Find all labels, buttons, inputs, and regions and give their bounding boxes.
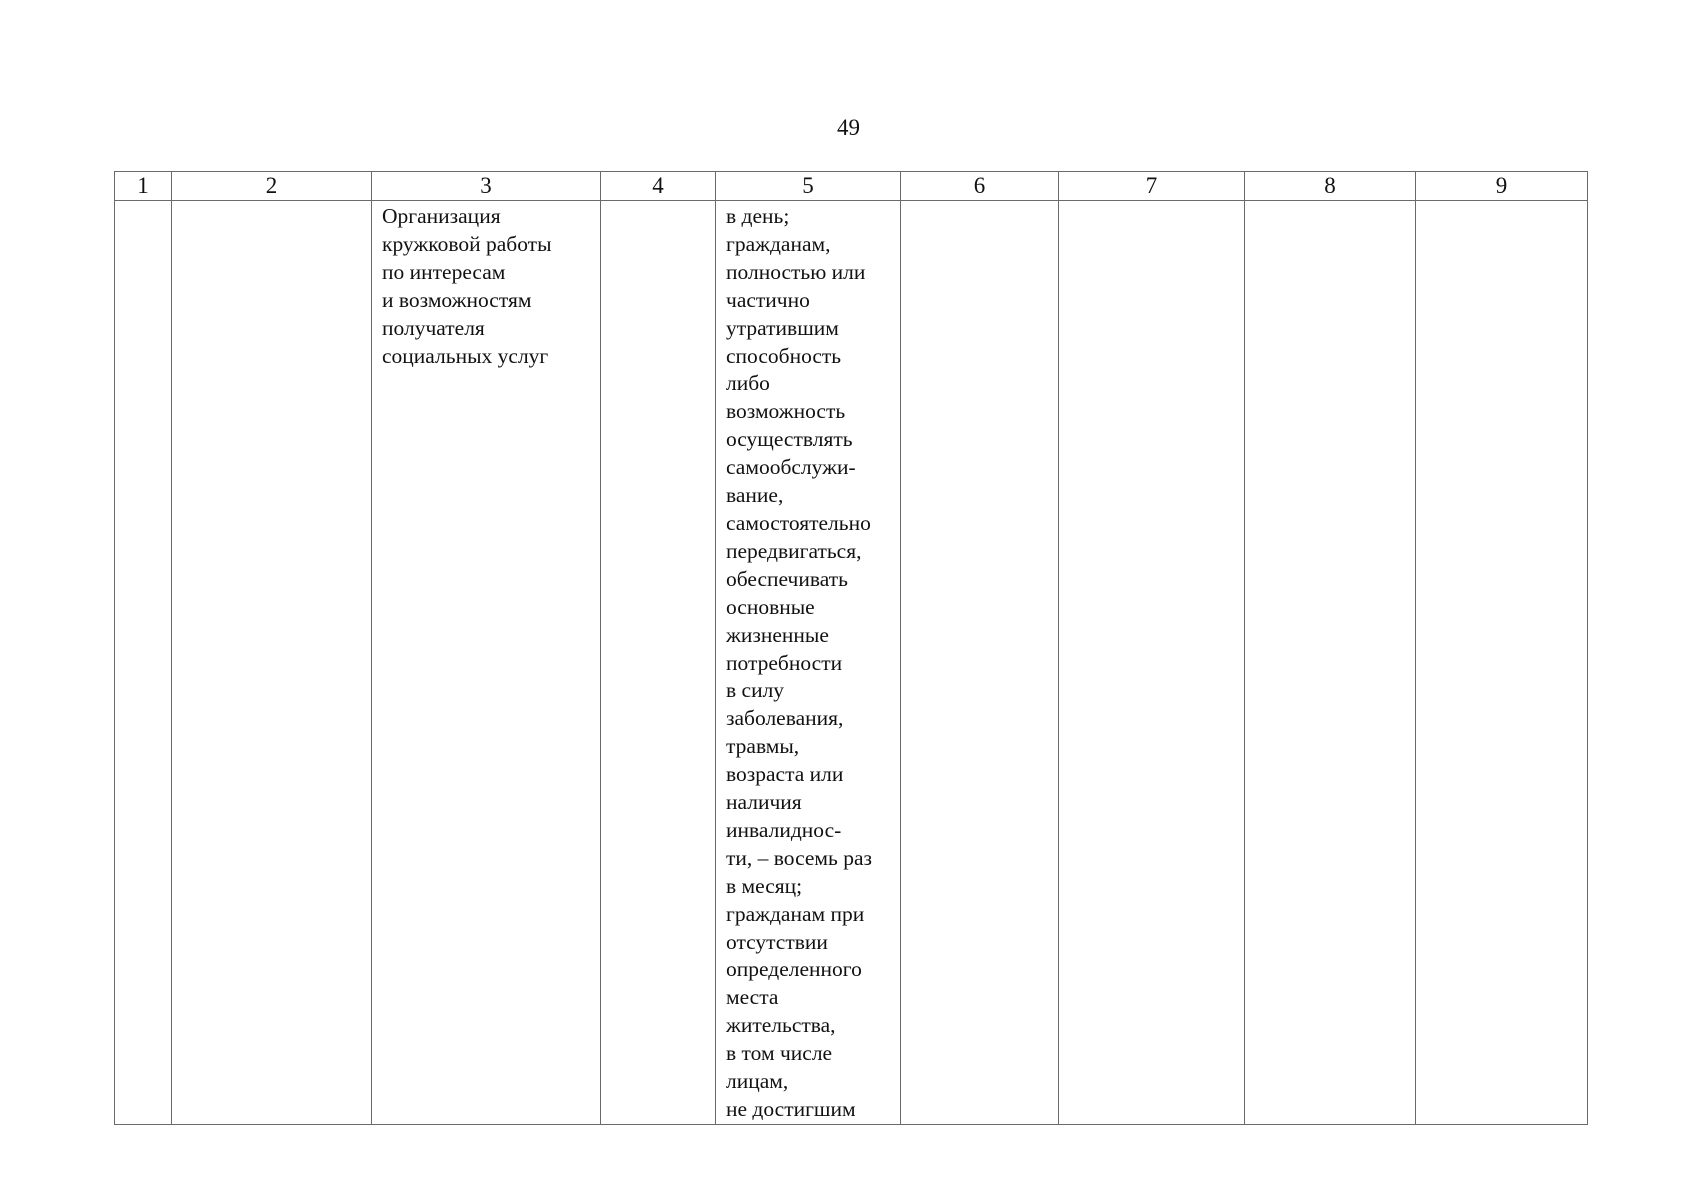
cell-text-line: потребности [726, 650, 843, 675]
cell-text-line: гражданам при [726, 901, 865, 926]
cell-text-line: самообслужи- [726, 455, 856, 480]
cell-text-line: не достигшим [726, 1097, 856, 1121]
column-number-1: 1 [115, 172, 172, 201]
cell-text-line: в силу [726, 678, 785, 703]
cell-text-line: возможность [726, 399, 846, 424]
cell-text-line: по интересам [382, 259, 506, 284]
table-row [115, 201, 1588, 1125]
cell-text-line: вание, [726, 483, 784, 508]
cell-text-line: инвалиднос- [726, 817, 842, 842]
cell-service-name [372, 201, 601, 1125]
cell-text-line: осуществлять [726, 427, 853, 452]
cell-text-line: отсутствии [726, 929, 828, 954]
cell-text-line: ти, – восемь раз [726, 845, 872, 870]
column-number-3: 3 [372, 172, 601, 201]
cell-text-line: наличия [726, 790, 802, 815]
cell-text-line: заболевания, [726, 706, 844, 731]
cell-text-line: способность [726, 343, 842, 368]
cell-col4 [601, 201, 716, 1125]
cell-text-line: в день; [726, 204, 790, 228]
cell-text-line: и возможностям [382, 287, 532, 312]
cell-col7 [1059, 201, 1245, 1125]
cell-text-line: полностью или [726, 259, 866, 284]
cell-text-line: гражданам, [726, 231, 831, 256]
cell-text-line: либо [726, 371, 770, 396]
column-number-4: 4 [601, 172, 716, 201]
cell-text-line: Организация [382, 204, 501, 228]
column-number-7: 7 [1059, 172, 1245, 201]
cell-text-line: получателя [382, 315, 485, 340]
cell-text-line: определенного [726, 957, 862, 982]
cell-text-line: кружковой работы [382, 231, 552, 256]
cell-text-line: лицам, [726, 1069, 789, 1094]
cell-col1 [115, 201, 172, 1125]
cell-col2 [172, 201, 372, 1125]
cell-text-line: травмы, [726, 734, 800, 759]
column-number-row [115, 172, 1588, 201]
cell-col9 [1416, 201, 1588, 1125]
column-number-6: 6 [901, 172, 1059, 201]
cell-text-line: утратившим [726, 315, 839, 340]
cell-text-line: в месяц; [726, 873, 803, 898]
cell-text-line: частично [726, 287, 810, 312]
cell-text-line: в том числе [726, 1041, 833, 1066]
cell-text-line: жизненные [726, 622, 829, 647]
column-number-8: 8 [1245, 172, 1416, 201]
cell-col6 [901, 201, 1059, 1125]
cell-text-line: жительства, [726, 1013, 836, 1038]
page-number: 49 [837, 115, 860, 140]
cell-col8 [1245, 201, 1416, 1125]
document-table [114, 171, 1588, 1125]
cell-text-line: возраста или [726, 762, 844, 787]
cell-text-line: места [726, 985, 779, 1010]
cell-text-line: социальных услуг [382, 343, 549, 368]
cell-text-line: самостоятельно [726, 510, 871, 535]
cell-text-line: передвигаться, [726, 538, 862, 563]
cell-text-line: основные [726, 594, 815, 619]
column-number-2: 2 [172, 172, 372, 201]
cell-service-frequency [716, 201, 901, 1125]
column-number-9: 9 [1416, 172, 1588, 201]
cell-text-line: обеспечивать [726, 566, 848, 591]
column-number-5: 5 [716, 172, 901, 201]
